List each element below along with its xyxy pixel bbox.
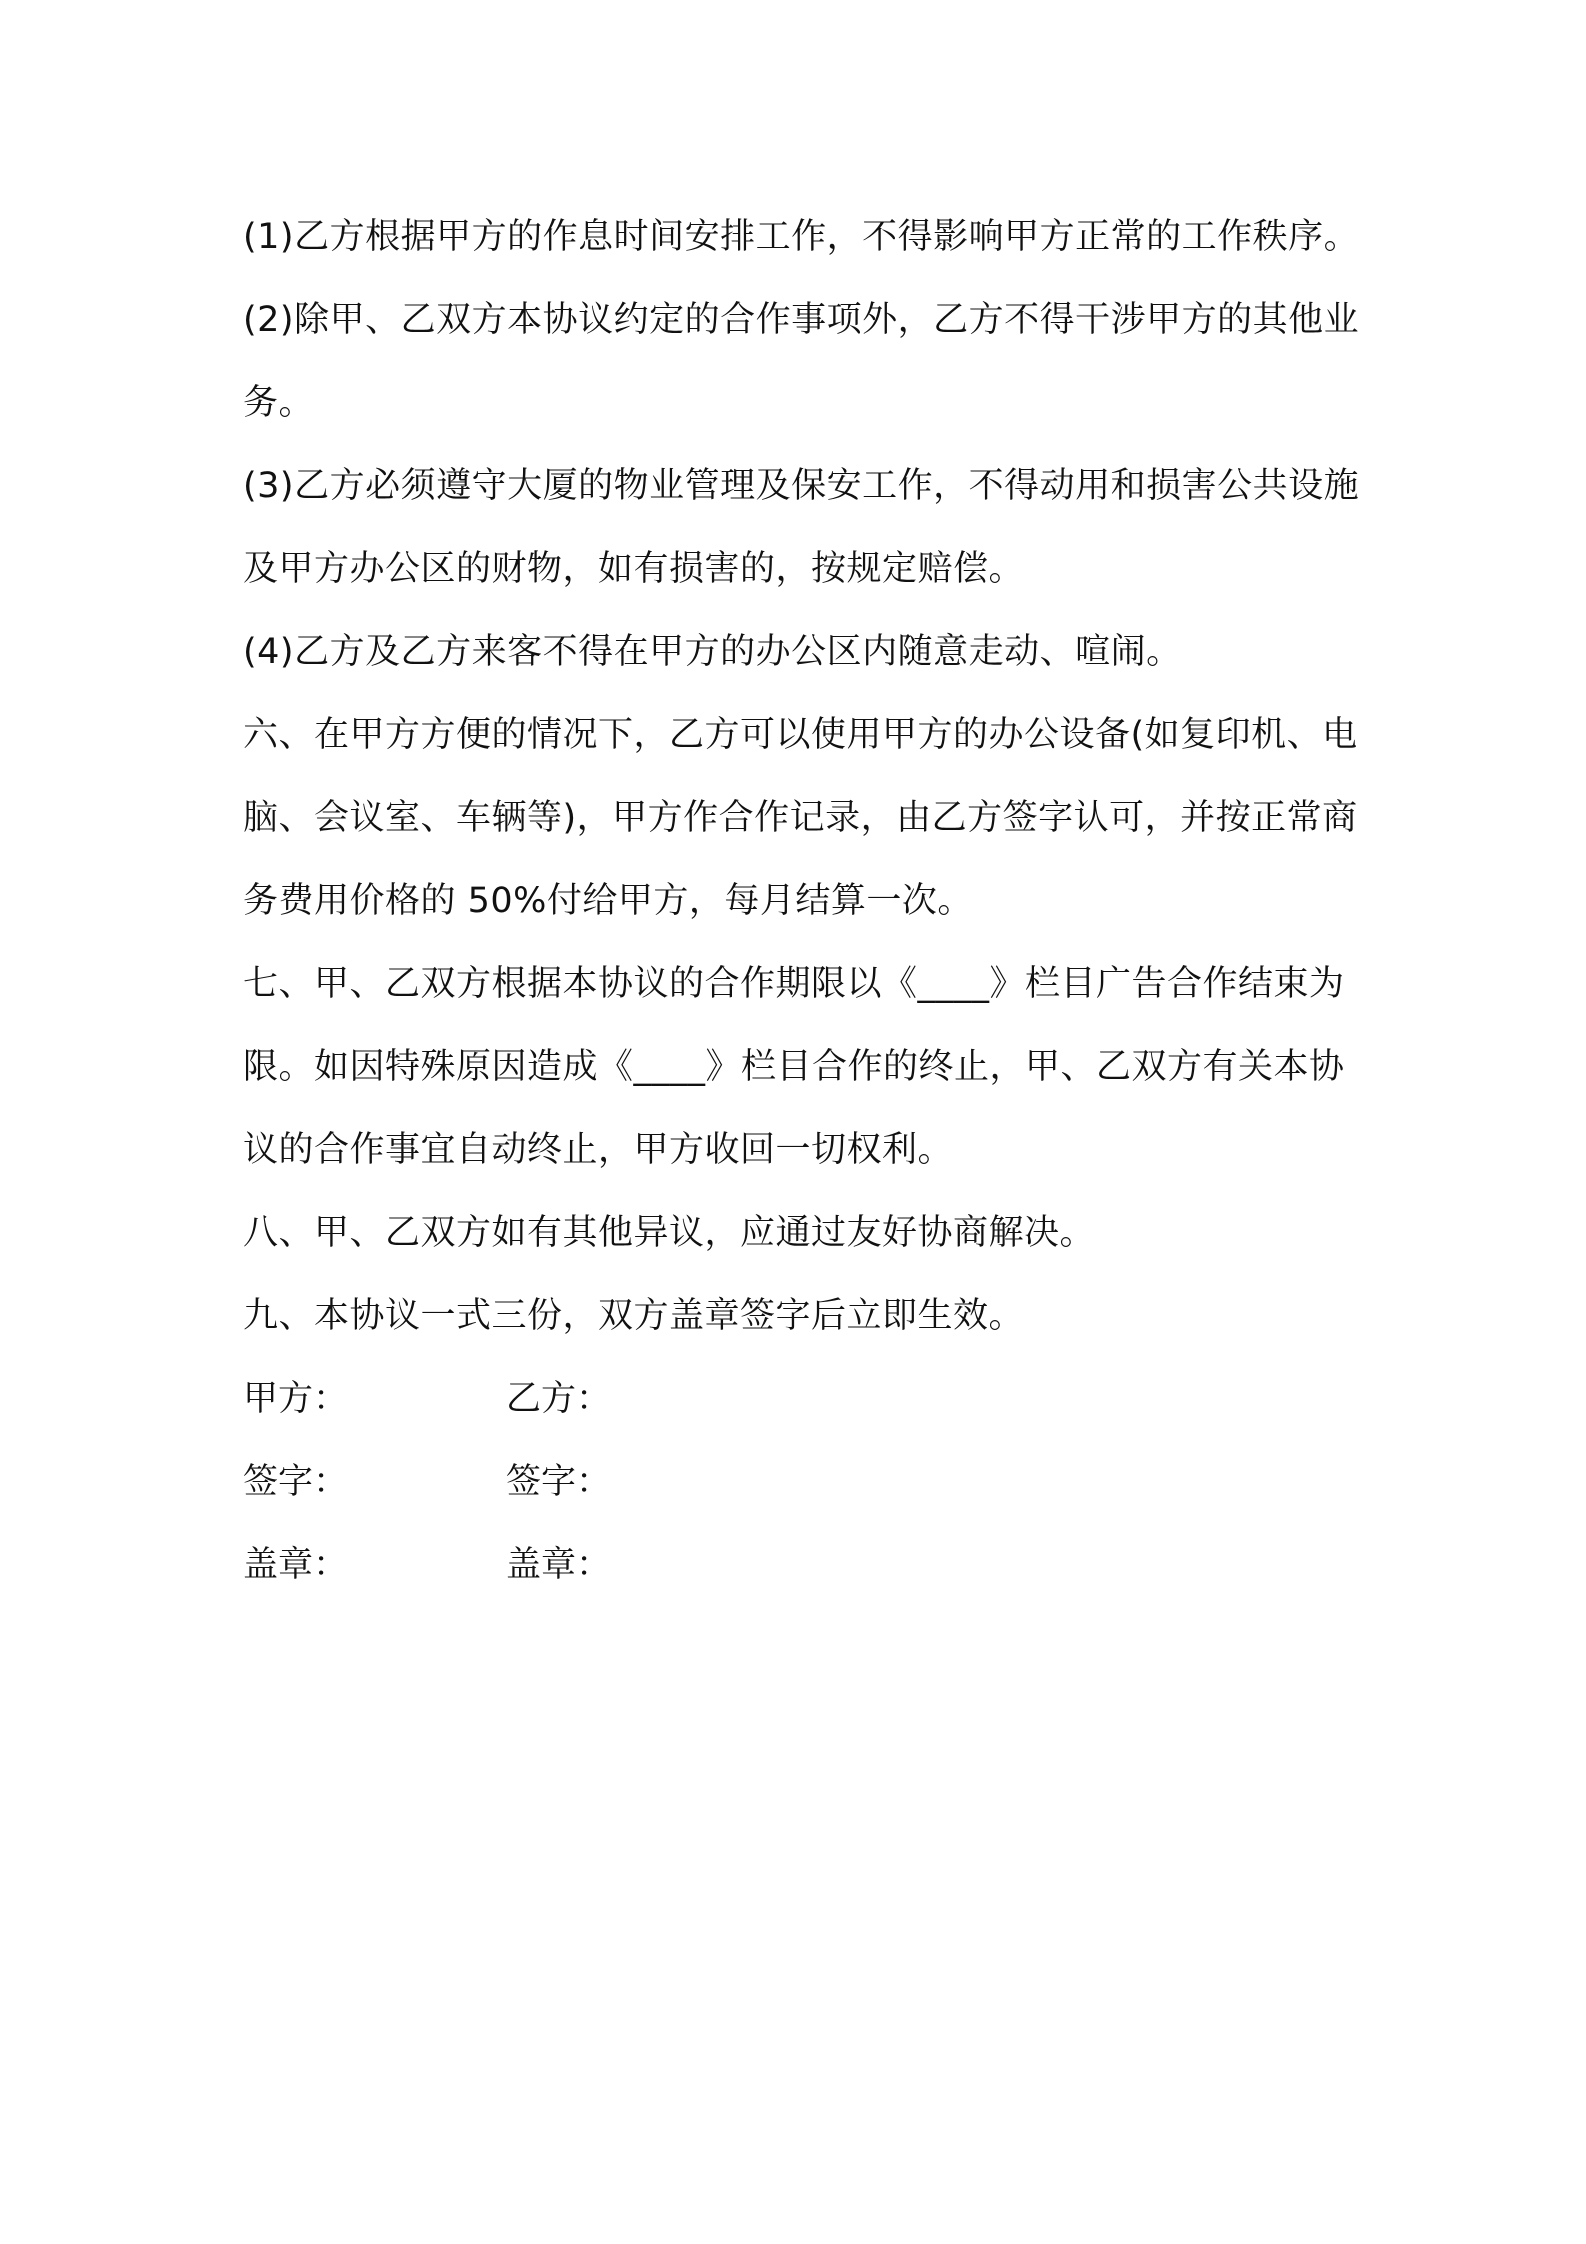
document-body [243, 196, 1373, 1607]
clause-eight: 八、甲、乙双方如有其他异议，应通过友好协商解决。 [243, 1213, 1096, 1253]
signature-row-sign [243, 1441, 1373, 1524]
clause-1: (1)乙方根据甲方的作息时间安排工作，不得影响甲方正常的工作秩序。 [243, 217, 1360, 257]
seal-a-label: 盖章： [243, 1545, 349, 1585]
clause-2: (2)除甲、乙双方本协议约定的合作事项外，乙方不得干涉甲方的其他业务。 [243, 300, 1360, 423]
clause-six: 六、在甲方方便的情况下，乙方可以使用甲方的办公设备(如复印机、电脑、会议室、车辆等)，甲方作合作记录，由乙方签字认可，并按正常商务费用价格的 50%付给甲方，每月结算一次。 [243, 715, 1358, 921]
clause-seven: 七、甲、乙双方根据本协议的合作期限以《____》栏目广告合作结束为限。如因特殊原因造成《____》栏目合作的终止，甲、乙双方有关本协议的合作事宜自动终止，甲方收回一切权利。 [243, 964, 1345, 1170]
clause-4: (4)乙方及乙方来客不得在甲方的办公区内随意走动、喧闹。 [243, 632, 1182, 672]
seal-b-label: 盖章： [506, 1545, 612, 1585]
signature-row-seal [243, 1524, 1373, 1607]
clause-nine: 九、本协议一式三份，双方盖章签字后立即生效。 [243, 1296, 1025, 1336]
sign-a-label: 签字： [243, 1462, 349, 1502]
signature-row-party [243, 1358, 1373, 1441]
sign-b-label: 签字： [506, 1462, 612, 1502]
clause-3: (3)乙方必须遵守大厦的物业管理及保安工作，不得动用和损害公共设施及甲方办公区的财物，如有损害的，按规定赔偿。 [243, 466, 1360, 589]
party-b-label: 乙方： [506, 1379, 612, 1419]
party-a-label: 甲方： [243, 1379, 349, 1419]
